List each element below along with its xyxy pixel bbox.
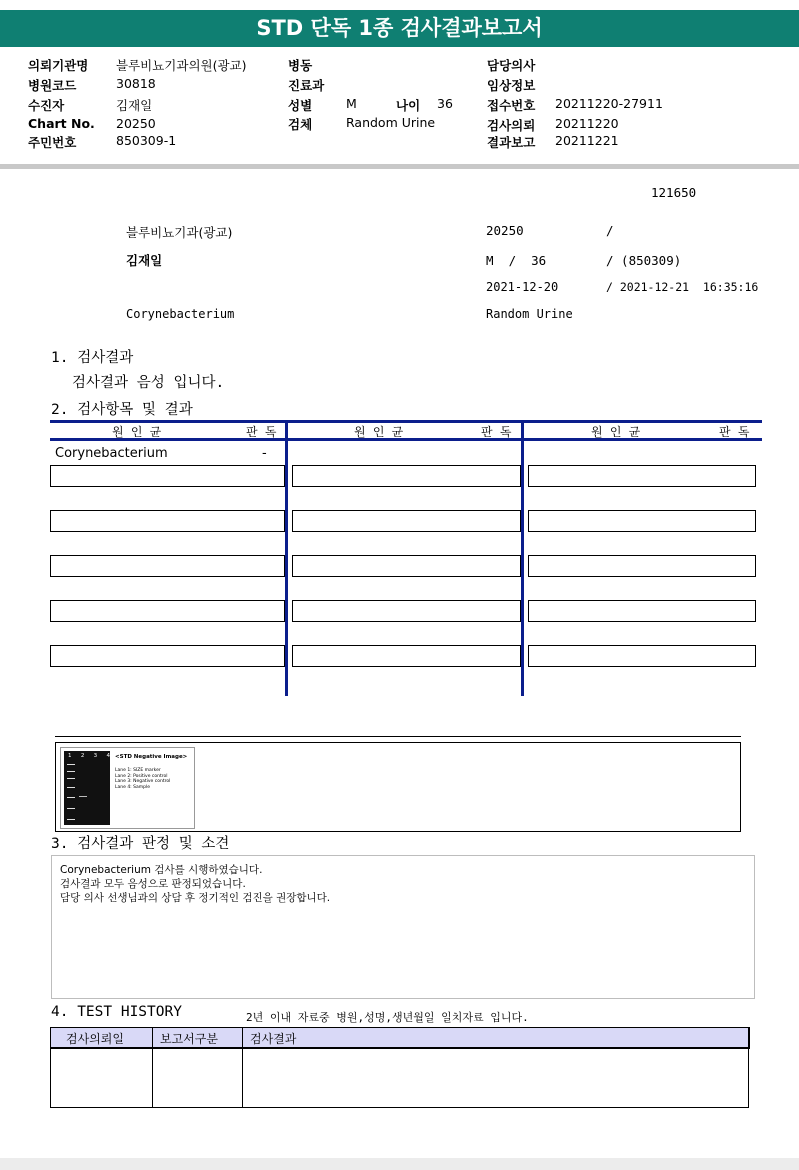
report-birth: / (850309) [606,253,682,268]
history-right-border [748,1027,749,1108]
report-patient-name: 김재일 [126,253,163,268]
result-cell: - [262,446,267,461]
report-number: 121650 [651,185,697,200]
gel-band [79,796,87,797]
department-label: 진료과 [288,78,325,93]
col-header-organism-1: 원 인 균 [112,425,162,439]
empty-result-box [50,645,285,667]
page-footer-band [0,1158,799,1170]
gel-legend [115,768,170,790]
gel-caption-title: <STD Negative Image> [115,754,188,760]
opinion-line: Corynebacterium 검사를 시행하였습니다. [60,864,263,876]
col-header-result-1: 판 독 [246,425,277,439]
history-bottom-border [50,1107,749,1108]
resident-number-label: 주민번호 [28,135,77,150]
gel-band [67,819,75,820]
history-col-report-type: 보고서구분 [160,1032,218,1046]
receipt-number-label: 접수번호 [487,98,536,113]
request-date-label: 검사의뢰 [487,118,536,133]
hospital-code-label: 병원코드 [28,78,77,93]
gel-legend-item: Lane 3: Negative control [115,779,171,784]
history-col-divider [242,1027,243,1108]
gel-image-frame [55,742,741,832]
section4-title: 4. TEST HISTORY [51,1004,182,1020]
opinion-text [60,863,330,905]
report-test-name: Corynebacterium [126,307,235,321]
empty-result-box [50,465,285,487]
gel-legend-item: Lane 4: Sample [115,784,150,790]
specimen-value: Random Urine [346,115,436,130]
gel-band [67,797,75,798]
report-chart-separator: / [606,223,614,238]
report-sex-age: M / 36 [486,253,547,268]
section3-title: 3. 검사결과 판정 및 소견 [51,836,230,852]
col-header-organism-3: 원 인 균 [591,425,641,439]
lane-number: 1 [68,753,72,759]
organism-cell: Corynebacterium [55,446,168,461]
gel-image-thumbnail [60,747,195,829]
report-specimen: Random Urine [486,307,573,321]
requesting-institution-value: 블루비뇨기과의원(광교) [116,58,247,73]
history-col-request-date: 검사의뢰일 [66,1032,124,1046]
chart-no-label: Chart No. [28,116,95,131]
age-value: 36 [437,96,453,111]
report-hospital: 블루비뇨기과(광교) [126,225,233,240]
empty-result-box [292,510,521,532]
age-label: 나이 [396,98,421,113]
empty-result-box [528,510,756,532]
gel-top-rule [55,736,741,737]
sex-label: 성별 [288,98,313,113]
empty-result-box [292,465,521,487]
lane-number: 2 [80,753,85,759]
report-date-label: 결과보고 [487,135,536,150]
empty-result-box [50,555,285,577]
empty-result-box [292,555,521,577]
col-header-result-3: 판 독 [719,425,750,439]
empty-result-box [528,600,756,622]
gel-band [67,808,75,809]
col-header-result-2: 판 독 [481,425,512,439]
specimen-label: 검체 [288,117,313,132]
gel-legend-item: Lane 2: Positive control [115,773,168,779]
history-col-divider [152,1027,153,1108]
gel-band [67,764,75,765]
gel-lanes-panel [64,751,110,825]
history-col-result: 검사결과 [250,1032,297,1046]
empty-result-box [292,645,521,667]
lane-number: 3 [93,753,98,759]
doctor-label: 담당의사 [487,58,536,73]
request-date-value: 20211220 [555,116,619,131]
report-title: STD 단독 1종 검사결과보고서 [0,10,799,47]
opinion-line: 검사결과 모두 음성으로 판정되었습니다. [60,878,246,890]
patient-value: 김재일 [116,98,153,113]
hospital-code-value: 30818 [116,76,156,91]
history-header-rule [50,1047,748,1048]
table-divider-2 [521,420,524,696]
requesting-institution-label: 의뢰기관명 [28,58,89,73]
clinical-info-label: 임상정보 [487,78,536,93]
history-note: 2년 이내 자료중 병원,성명,생년월일 일치자료 입니다. [246,1011,529,1024]
lane-numbers [68,753,110,759]
receipt-number-value: 20211220-27911 [555,96,663,111]
ward-label: 병동 [288,58,313,73]
empty-result-box [292,600,521,622]
table-divider-1 [285,420,288,696]
report-datetime: / 2021-12-21 16:35:16 [606,280,759,294]
resident-number-value: 850309-1 [116,133,177,148]
report-date: 2021-12-20 [486,280,559,294]
patient-label: 수진자 [28,98,65,113]
sex-value: M [346,96,357,111]
gel-legend-item: Lane 1: SIZE marker [115,768,161,773]
chart-no-value: 20250 [116,116,156,131]
empty-result-box [528,555,756,577]
opinion-box [51,855,755,999]
gel-band [67,787,75,788]
report-date-value: 20211221 [555,133,619,148]
lane-number: 4 [106,753,110,759]
empty-result-box [528,645,756,667]
section1-title: 1. 검사결과 [51,350,134,366]
section1-result-text: 검사결과 음성 입니다. [72,375,225,391]
empty-result-box [50,600,285,622]
header-divider [0,164,799,169]
section2-title: 2. 검사항목 및 결과 [51,402,193,418]
gel-band [67,778,75,779]
report-chart-no: 20250 [486,223,524,238]
opinion-line: 담당 의사 선생님과의 상담 후 정기적인 검진을 권장합니다. [60,892,331,904]
empty-result-box [50,510,285,532]
history-header-row [50,1027,750,1049]
gel-band [67,771,75,772]
col-header-organism-2: 원 인 균 [354,425,404,439]
history-left-border [50,1027,51,1108]
empty-result-box [528,465,756,487]
